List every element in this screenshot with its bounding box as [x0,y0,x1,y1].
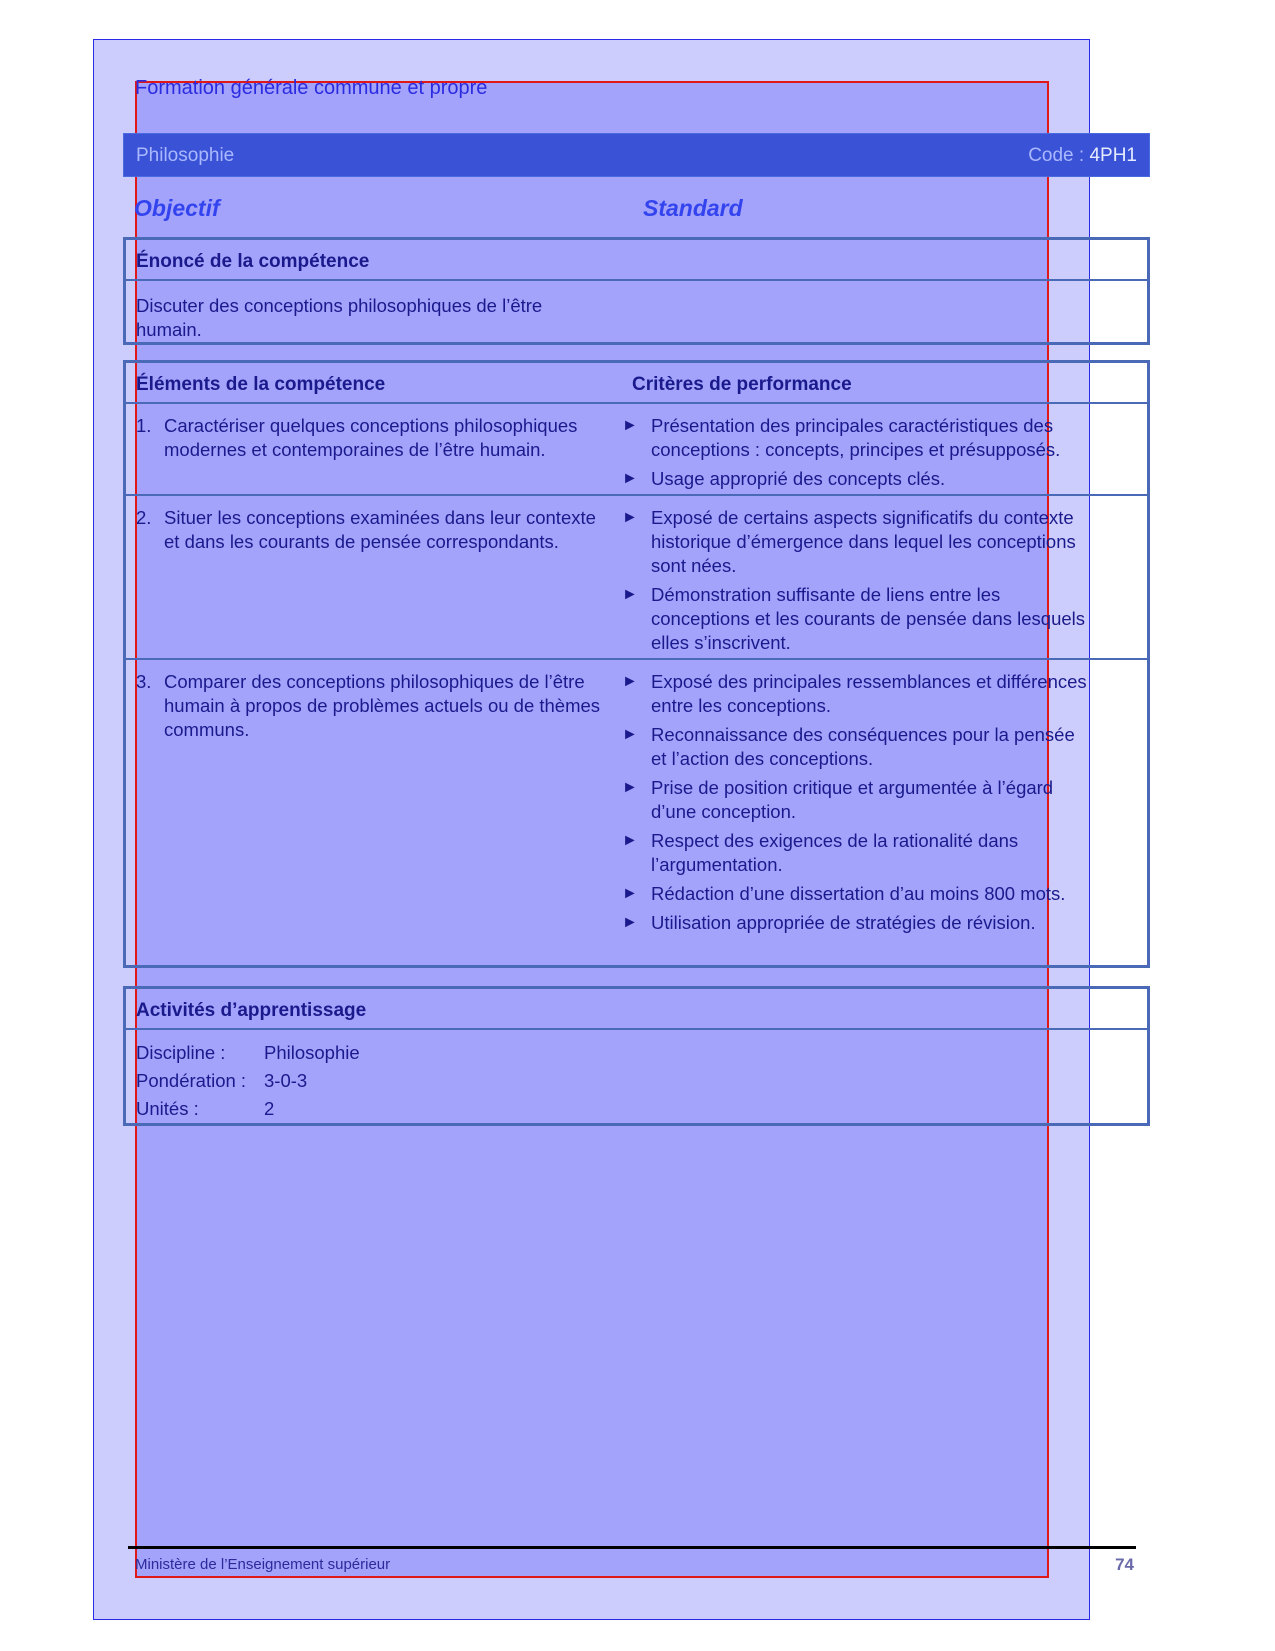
competence-heading: Énoncé de la compétence [136,251,370,272]
criterion-text: Exposé des principales ressemblances et différences entre les conceptions. [651,671,1087,716]
bullet-icon: ► [622,673,638,690]
course-code-label: Code : [1028,145,1085,166]
competence-head [126,240,1147,281]
element-text: Comparer des conceptions philosophiques de l’être humain à propos de problèmes actuels ou de thèmes communs. [164,671,601,740]
criterion-item [622,911,1092,935]
section-header: Formation générale commune et propre [135,77,488,99]
page-number: 74 [1115,1555,1134,1574]
criterion-text: Respect des exigences de la rationalité dans l’argumentation. [651,830,1019,875]
criterion-text: Usage approprié des concepts clés. [651,468,946,489]
bullet-icon: ► [622,832,638,849]
bullet-icon: ► [622,726,638,743]
criteria-heading: Critères de performance [632,374,852,395]
criterion-item [622,776,1092,824]
criterion-text: Utilisation appropriée de stratégies de révision. [651,912,1036,933]
element-row-2 [126,496,1147,660]
bullet-icon: ► [622,586,638,603]
element-row-3 [126,660,1147,964]
elements-heading: Éléments de la compétence [136,374,386,395]
footer-rule [128,1546,1136,1549]
criterion-text: Présentation des principales caractéristiques des conceptions : concepts, principes et présupposés. [651,415,1061,460]
criterion-item [622,414,1092,462]
elements-head [126,363,1147,404]
criterion-text: Démonstration suffisante de liens entre les conceptions et les courants de pensée dans lesquels elles s’inscrivent. [651,584,1086,653]
competence-statement [136,294,542,342]
discipline-label: Discipline : [136,1042,226,1063]
criteria-list-3 [622,670,1092,940]
bullet-icon: ► [622,779,638,796]
element-3 [136,670,606,742]
criterion-text: Rédaction d’une dissertation d’au moins 800 mots. [651,883,1066,904]
ponderation-value: 3-0-3 [264,1070,308,1091]
criterion-item [622,723,1092,771]
unites-label: Unités : [136,1098,199,1119]
criterion-item [622,829,1092,877]
element-text: Caractériser quelques conceptions philosophiques modernes et contemporaines de l’être humain. [164,415,578,460]
course-band [123,133,1150,177]
footer-ministry: Ministère de l’Enseignement supérieur [135,1556,391,1573]
element-text: Situer les conceptions examinées dans leur contexte et dans les courants de pensée correspondants. [164,507,596,552]
standard-heading: Standard [643,195,743,221]
element-number: 3. [136,671,152,692]
element-1 [136,414,606,462]
bullet-icon: ► [622,914,638,931]
bullet-icon: ► [622,885,638,902]
bullet-icon: ► [622,470,638,487]
competence-statement-line1: Discuter des conceptions philosophiques de l’être [136,295,543,316]
criterion-item [622,467,1092,491]
course-code [1028,145,1137,167]
ponderation-label: Pondération : [136,1070,247,1091]
bullet-icon: ► [622,509,638,526]
criterion-text: Reconnaissance des conséquences pour la pensée et l’action des conceptions. [651,724,1075,769]
criterion-item [622,583,1092,655]
criteria-list-2 [622,506,1092,660]
element-number: 2. [136,507,152,528]
bullet-icon: ► [622,417,638,434]
criterion-item [622,670,1092,718]
element-number: 1. [136,415,152,436]
element-row-1 [126,404,1147,496]
activities-head [126,989,1147,1030]
ponderation-line [136,1069,307,1093]
criterion-item [622,882,1092,906]
unites-value: 2 [264,1098,275,1119]
course-code-value: 4PH1 [1089,145,1137,166]
competence-box [123,237,1150,345]
element-2 [136,506,606,554]
discipline-line [136,1041,360,1065]
course-name: Philosophie [136,145,235,166]
elements-box [123,360,1150,968]
activities-heading: Activités d’apprentissage [136,1000,367,1021]
criterion-text: Exposé de certains aspects significatifs du contexte historique d’émergence dans lequel les conceptions sont nées. [651,507,1076,576]
activities-box [123,986,1150,1126]
unites-line [136,1097,274,1121]
objective-heading: Objectif [134,195,220,221]
criterion-item [622,506,1092,578]
discipline-value: Philosophie [264,1042,360,1063]
criterion-text: Prise de position critique et argumentée à l’égard d’une conception. [651,777,1054,822]
competence-statement-line2: humain. [136,319,202,340]
criteria-list-1 [622,414,1092,496]
